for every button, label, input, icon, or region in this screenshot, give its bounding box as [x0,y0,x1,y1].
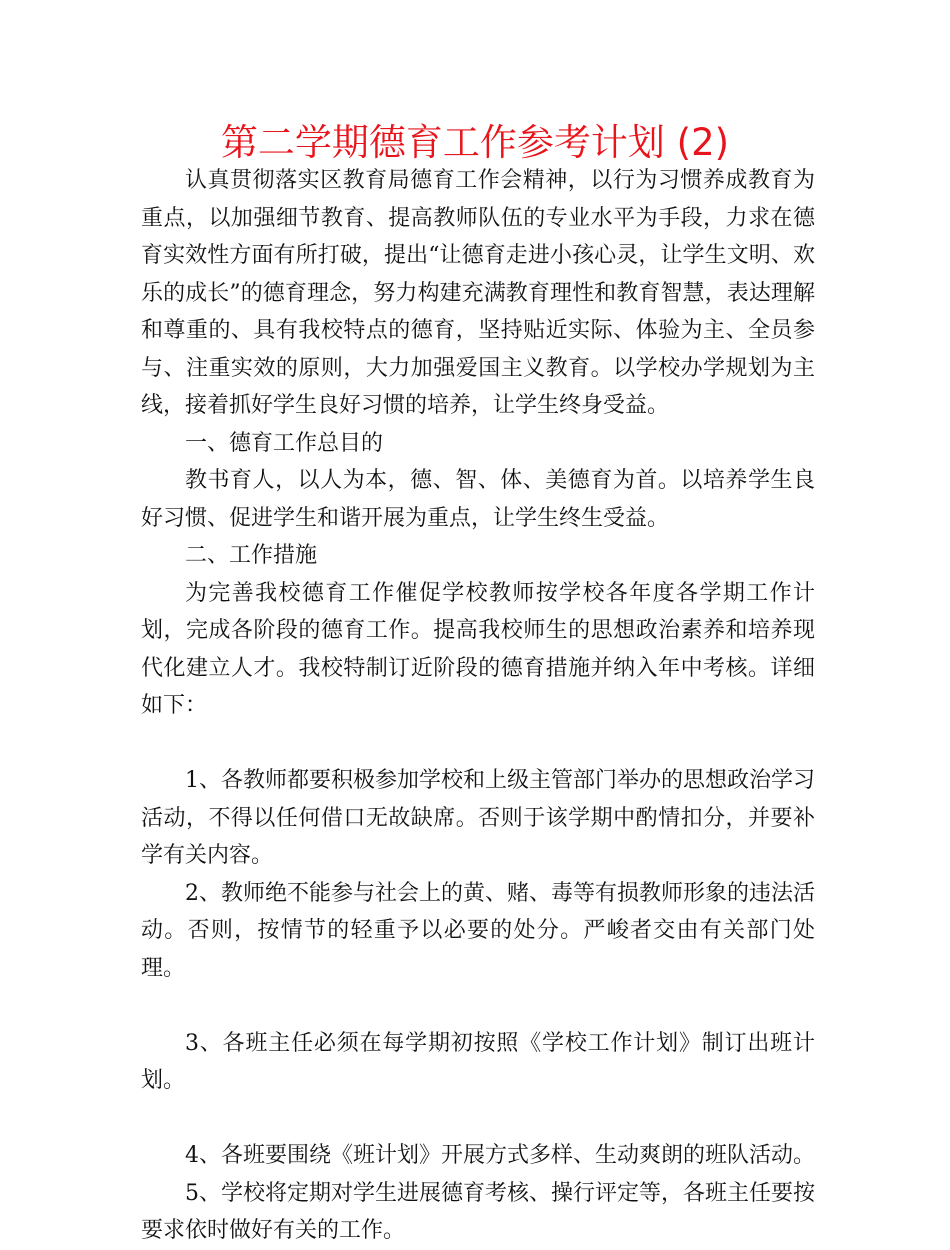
list-item-2: 2、教师绝不能参与社会上的黄、赌、毒等有损教师形象的违法活动。否则，按情节的轻重予以必要的处分。严峻者交由有关部门处理。 [141,880,815,981]
list-item-5: 5、学校将定期对学生进展德育考核、操行评定等，各班主任要按要求依时做好有关的工作。 [141,1180,815,1243]
list-item-1: 1、各教师都要积极参加学校和上级主管部门举办的思想政治学习活动，不得以任何借口无故缺席。否则于该学期中酌情扣分，并要补学有关内容。 [141,768,815,868]
document-body [141,162,815,1250]
list-item-4: 4、各班要围绕《班计划》开展方式多样、生动爽朗的班队活动。 [185,1143,815,1168]
paragraph-intro: 认真贯彻落实区教育局德育工作会精神，以行为习惯养成教育为重点，以加强细节教育、提高教师队伍的专业水平为手段，力求在德育实效性方面有所打破，提出“让德育走进小孩心灵，让学生文明、欢乐的成长”的德育理念，努力构建充满教育理性和教育智慧，表达理解和尊重的、具有我校特点的德育，坚持贴近实际、体验为主、全员参与、注重实效的原则，大力加强爱国主义教育。以学校办学规划为主线，接着抓好学生良好习惯的培养，让学生终身受益。 [141,168,815,418]
heading-overall-goal: 一、德育工作总目的 [185,430,384,456]
heading-work-measures: 二、工作措施 [185,543,318,568]
paragraph-measures-intro: 为完善我校德育工作催促学校教师按学校各年度各学期工作计划，完成各阶段的德育工作。提高我校师生的思想政治素养和培养现代化建立人才。我校特制订近阶段的德育措施并纳入年中考核。详细如下： [141,580,815,718]
page-title: 第二学期德育工作参考计划 (2) [220,121,730,164]
list-item-3: 3、各班主任必须在每学期初按照《学校工作计划》制订出班计划。 [141,1030,815,1093]
paragraph-goal: 教书育人，以人为本，德、智、体、美德育为首。以培养学生良好习惯、促进学生和谐开展为重点，让学生终生受益。 [141,468,815,531]
